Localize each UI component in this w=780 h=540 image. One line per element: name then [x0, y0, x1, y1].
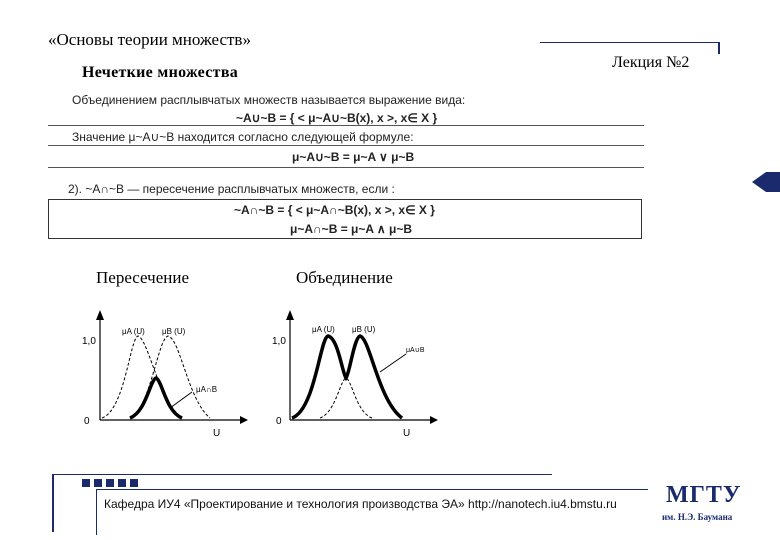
union-membership-formula: μ~A∪~B = μ~A ∨ μ~B	[292, 150, 415, 164]
intersection-membership-formula: μ~A∩~B = μ~A ∧ μ~B	[290, 222, 413, 236]
footer-dots	[82, 479, 140, 487]
slide-nav-bar	[766, 172, 780, 192]
header-rule-tick	[718, 42, 720, 54]
university-logo-subtitle: им. Н.Э. Баумана	[662, 512, 733, 522]
x-axis-label: U	[403, 428, 411, 439]
footer-frame-top	[52, 474, 552, 475]
slide-nav-marker[interactable]	[752, 172, 766, 192]
footer-frame-inner	[96, 489, 648, 490]
y-tick-zero: 0	[84, 416, 90, 427]
intersection-formula: ~A∩~B = { < μ~A∩~B(x), x >, x∈ X }	[234, 203, 435, 217]
section-title: Нечеткие множества	[82, 64, 239, 81]
lecture-number: Лекция №2	[612, 54, 690, 71]
footer-frame-inner-left	[96, 489, 97, 535]
footer-department-text: Кафедра ИУ4 «Проектирование и технология производства ЭА» http://nanotech.iu4.bmstu.ru	[104, 497, 617, 511]
mu-result-label: μA∪B	[406, 347, 425, 354]
y-tick-top: 1,0	[82, 336, 96, 347]
value-text: Значение μ~A∪~B находится согласно следующей формуле:	[72, 130, 414, 144]
mu-b-label: μB (U)	[352, 325, 376, 334]
x-axis-arrow	[430, 416, 438, 424]
intersection-definition-text: 2). ~A∩~B — пересечение расплывчатых множеств, если :	[68, 182, 395, 196]
intersection-chart-label: Пересечение	[96, 268, 190, 287]
mu-b-label: μB (U)	[162, 327, 186, 336]
header-rule	[540, 42, 720, 43]
result-pointer	[380, 354, 406, 372]
y-tick-top: 1,0	[272, 336, 286, 347]
divider	[48, 145, 644, 146]
intersection-result-curve	[130, 378, 182, 418]
union-definition-text: Объединением расплывчатых множеств называется выражение вида:	[72, 93, 466, 107]
union-chart	[260, 310, 440, 440]
footer-frame-left	[52, 474, 54, 532]
intersection-dashed-curve	[320, 378, 372, 418]
union-formula: ~A∪~B = { < μ~A∪~B(x), x >, x∈ X }	[236, 111, 438, 125]
divider	[48, 125, 644, 126]
course-title: «Основы теории множеств»	[48, 30, 251, 49]
x-axis-arrow	[240, 416, 248, 424]
mu-a-label: μA (U)	[312, 325, 335, 334]
x-axis-label: U	[213, 428, 221, 439]
y-axis-arrow	[96, 310, 104, 320]
y-tick-zero: 0	[276, 416, 282, 427]
intersection-chart	[70, 310, 250, 440]
result-pointer	[170, 392, 192, 408]
mu-a-label: μA (U)	[122, 327, 145, 336]
mu-result-label: μA∩B	[196, 385, 218, 394]
y-axis-arrow	[286, 310, 294, 320]
divider	[48, 167, 644, 168]
union-chart-label: Объединение	[296, 268, 393, 287]
union-result-curve	[292, 336, 402, 418]
university-logo: МГТУ	[666, 482, 742, 508]
